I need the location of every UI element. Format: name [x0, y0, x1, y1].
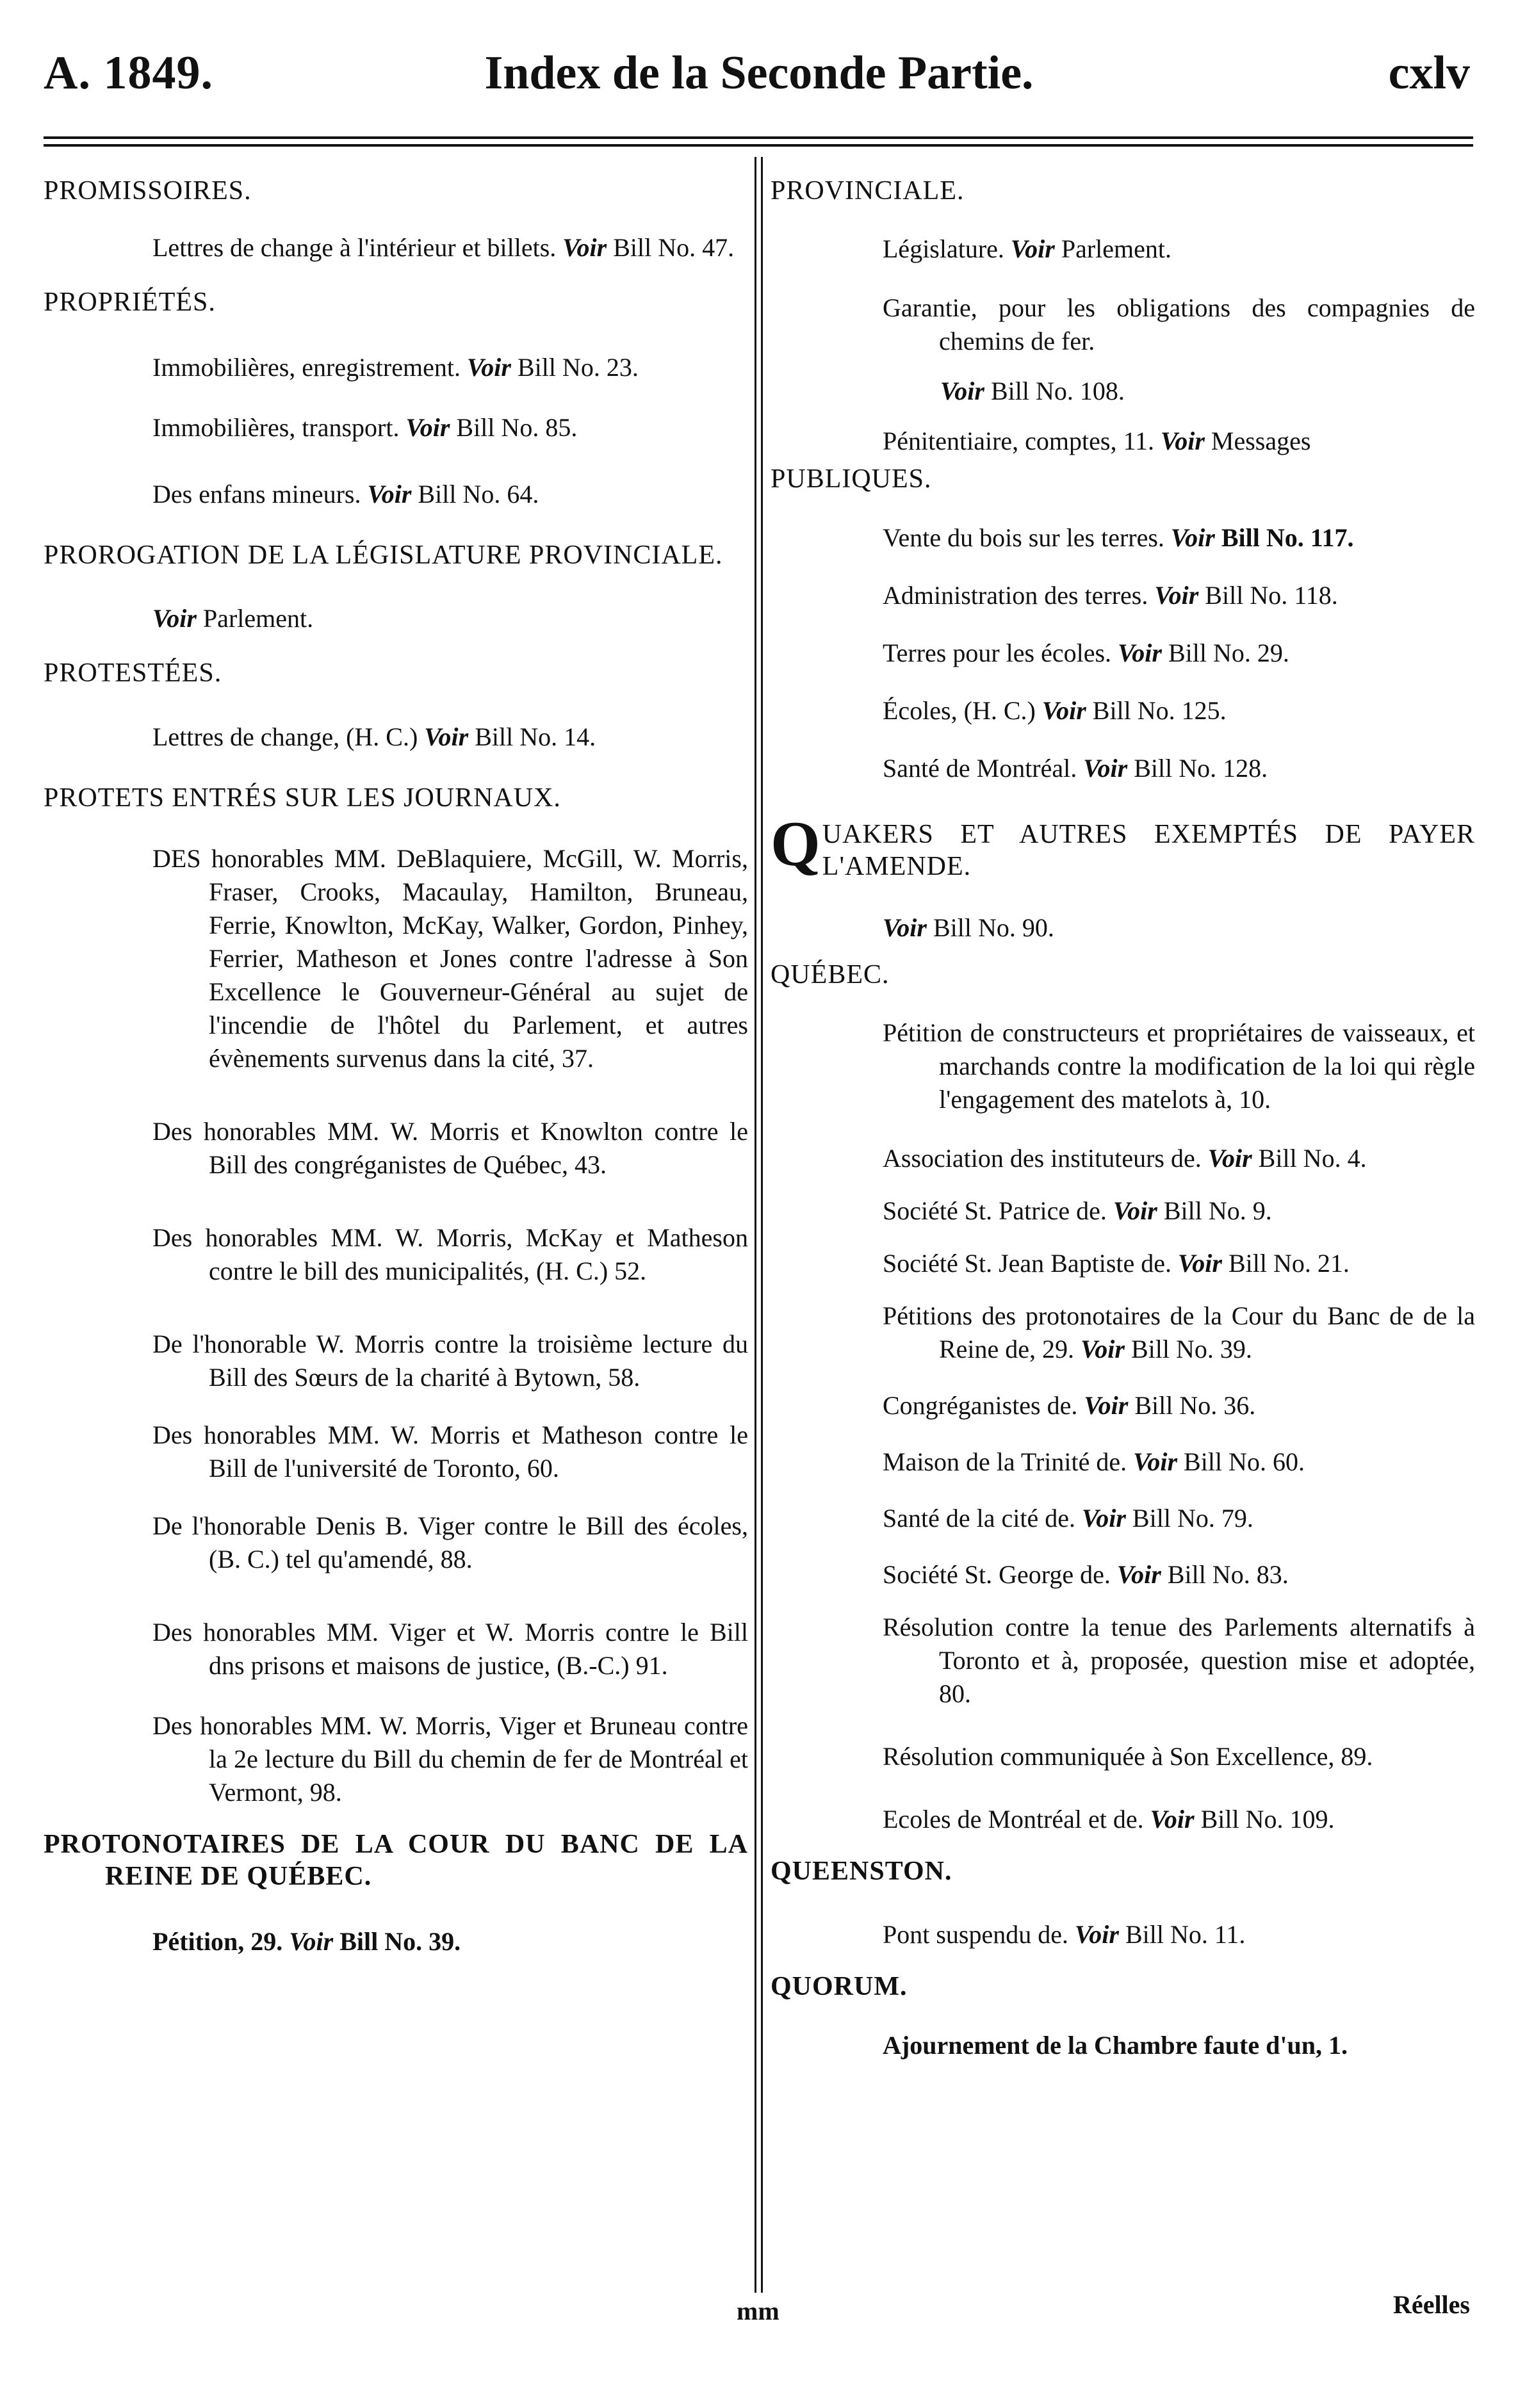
drop-cap: Q [771, 808, 821, 879]
index-entry: De l'honorable Denis B. Viger contre le Bill des écoles, (B. C.) tel qu'amendé, 88. [152, 1511, 748, 1574]
year-label: A. 1849. [44, 47, 213, 99]
index-entry: Des honorables MM. Viger et W. Morris contre le Bill dns prisons et maisons de justice, (B.-C.) 91. [152, 1617, 748, 1680]
index-heading: PROTETS ENTRÉS SUR LES JOURNAUX. [44, 783, 561, 813]
index-entry: De l'honorable W. Morris contre la troisième lecture du Bill des Sœurs de la charité à Bytown, 58. [152, 1329, 748, 1392]
index-entry: Des honorables MM. W. Morris, Viger et Bruneau contre la 2e lecture du Bill du chemin de fer de Montréal et Vermont, 98. [152, 1711, 748, 1807]
index-entry: Administration des terres. Voir Bill No. 118. [883, 580, 1338, 610]
index-entry: Des honorables MM. W. Morris et Matheson contre le Bill de l'université de Toronto, 60. [152, 1420, 748, 1483]
index-entry: Lettres de change, (H. C.) Voir Bill No. 14. [152, 722, 596, 751]
index-entry: Association des instituteurs de. Voir Bill No. 4. [883, 1143, 1367, 1173]
index-entry: Lettres de change à l'intérieur et billets. Voir Bill No. 47. [152, 233, 735, 263]
page-number: cxlv [1388, 47, 1470, 99]
index-entry: Société St. George de. Voir Bill No. 83. [883, 1559, 1289, 1589]
index-heading: PUBLIQUES. [771, 464, 932, 494]
index-heading: PROVINCIALE. [771, 176, 965, 206]
signature-mark: mm [737, 2297, 779, 2325]
index-entry: Résolution contre la tenue des Parlements alternatifs à Toronto et à, proposée, question mise et adoptée, 80. [883, 1612, 1475, 1708]
index-entry: Des honorables MM. W. Morris, McKay et Matheson contre le bill des municipalités, (H. C.) 52. [152, 1223, 748, 1285]
index-entry: Congréganistes de. Voir Bill No. 36. [883, 1390, 1256, 1420]
index-heading: PROROGATION DE LA LÉGISLATURE PROVINCIALE. [44, 540, 723, 570]
column-divider [755, 157, 756, 2293]
column-divider [761, 157, 763, 2293]
index-entry: Santé de Montréal. Voir Bill No. 128. [883, 753, 1268, 783]
index-entry: Écoles, (H. C.) Voir Bill No. 125. [883, 696, 1227, 725]
index-entry: Des honorables MM. W. Morris et Knowlton contre le Bill des congréganistes de Québec, 43. [152, 1116, 748, 1179]
index-entry: Voir Bill No. 108. [940, 377, 1125, 406]
index-entry: Société St. Patrice de. Voir Bill No. 9. [883, 1196, 1272, 1225]
index-entry: Résolution communiquée à Son Excellence, 89. [883, 1741, 1373, 1771]
index-entry: Pétition de constructeurs et propriétaires de vaisseaux, et marchands contre la modification de la loi qui règle l'engagement des matelots à, 10. [883, 1018, 1475, 1114]
index-entry: Vente du bois sur les terres. Voir Bill No. 117. [883, 523, 1354, 552]
index-entry: Maison de la Trinité de. Voir Bill No. 60. [883, 1447, 1305, 1476]
page-title: Index de la Seconde Partie. [484, 47, 1034, 99]
index-entry: Terres pour les écoles. Voir Bill No. 29. [883, 638, 1289, 667]
index-entry: Société St. Jean Baptiste de. Voir Bill No. 21. [883, 1248, 1350, 1278]
page-header [0, 0, 1518, 134]
index-heading: QUORUM. [771, 1972, 908, 2002]
index-heading: QUAKERS ET AUTRES EXEMPTÉS DE PAYER L'AMENDE. [771, 808, 1475, 882]
index-entry: Garantie, pour les obligations des compagnies de chemins de fer. [883, 293, 1475, 356]
index-entry: Pétition, 29. Voir Bill No. 39. [152, 1926, 461, 1956]
right-column [771, 163, 1475, 2062]
index-entry: Ajournement de la Chambre faute d'un, 1. [883, 2030, 1348, 2060]
index-heading: PROTESTÉES. [44, 658, 222, 688]
index-entry: DES honorables MM. DeBlaquiere, McGill, W. Morris, Fraser, Crooks, Macaulay, Hamilton, Bruneau, Ferrie, Knowlton, McKay, Walker, Gordon, Pinhey, Ferrier, Matheson et Jones contre l'adresse à Son Excellence le Gouverneur-Général au sujet de l'incendie de l'hôtel du Parlement, et autres évènements survenus dans la cité, 37. [152, 843, 748, 1073]
index-heading: PROTONOTAIRES DE LA COUR DU BANC DE LA REINE DE QUÉBEC. [44, 1829, 748, 1892]
header-rule-top [44, 136, 1473, 139]
index-entry: Des enfans mineurs. Voir Bill No. 64. [152, 479, 539, 508]
index-entry: Pétitions des protonotaires de la Cour du Banc de de la Reine de, 29. Voir Bill No. 39. [883, 1301, 1475, 1363]
index-entry: Pont suspendu de. Voir Bill No. 11. [883, 1920, 1246, 1949]
left-column [44, 163, 748, 1958]
index-entry: Ecoles de Montréal et de. Voir Bill No. 109. [883, 1804, 1335, 1834]
header-rule-bottom [44, 144, 1473, 147]
index-heading: QUÉBEC. [771, 959, 890, 989]
index-entry: Santé de la cité de. Voir Bill No. 79. [883, 1503, 1253, 1533]
index-entry: Voir Bill No. 90. [883, 913, 1054, 942]
index-entry: Législature. Voir Parlement. [883, 234, 1172, 264]
index-entry: Immobilières, transport. Voir Bill No. 85. [152, 412, 578, 442]
index-heading: PROPRIÉTÉS. [44, 288, 216, 318]
index-entry: Voir Parlement. [152, 604, 314, 633]
index-heading: QUEENSTON. [771, 1856, 952, 1886]
index-entry: Pénitentiaire, comptes, 11. Voir Messages [883, 427, 1311, 456]
index-heading: PROMISSOIRES. [44, 176, 252, 206]
catchword: Réelles [1393, 2290, 1470, 2319]
index-entry: Immobilières, enregistrement. Voir Bill No. 23. [152, 352, 639, 382]
